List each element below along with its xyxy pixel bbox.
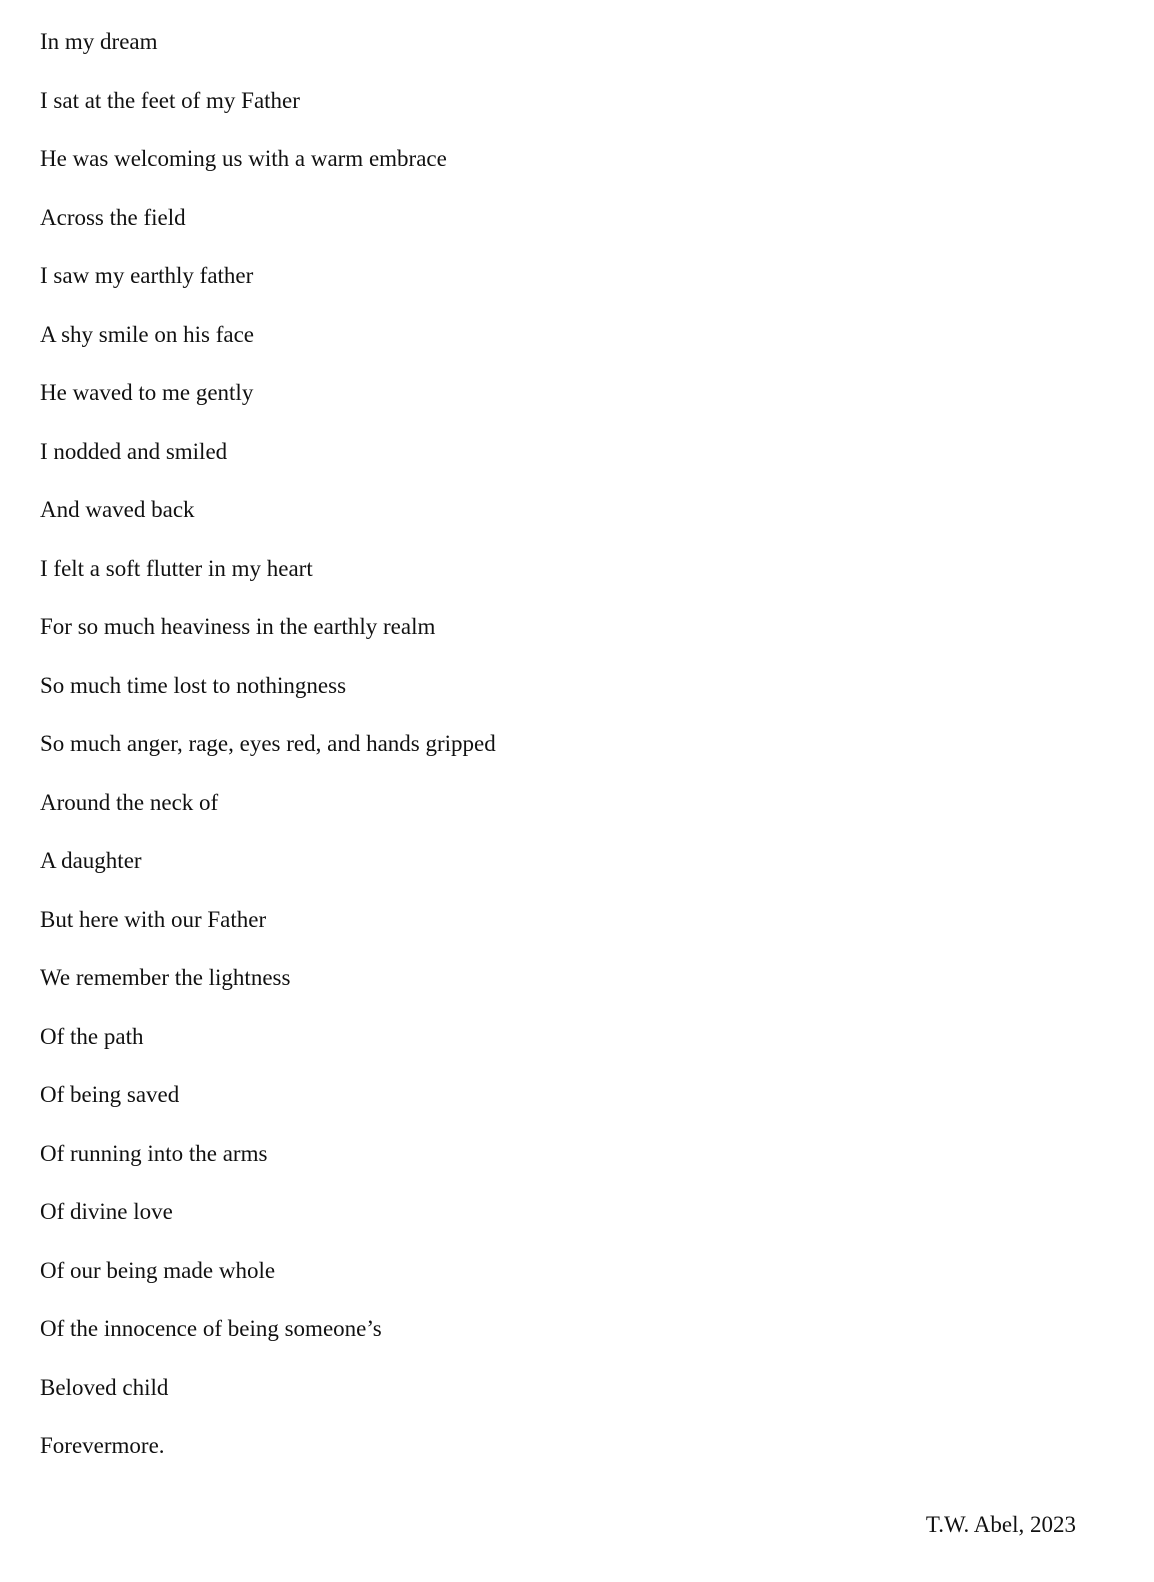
- poem-line: And waved back: [40, 497, 195, 522]
- poem-line: Of the innocence of being someone’s: [40, 1316, 382, 1341]
- poem-line: So much anger, rage, eyes red, and hands gripped: [40, 731, 496, 756]
- poem-line: But here with our Father: [40, 906, 267, 932]
- poem-line: Around the neck of: [40, 789, 219, 815]
- poem-line: Beloved child: [40, 1374, 169, 1400]
- poem-line: He was welcoming us with a warm embrace: [40, 146, 447, 171]
- poem-line: I saw my earthly father: [40, 263, 254, 288]
- poem-line: Of the path: [40, 1023, 144, 1049]
- poem-line: Of our being made whole: [40, 1257, 276, 1283]
- poem-line: I sat at the feet of my Father: [40, 87, 300, 113]
- poem-line: He waved to me gently: [40, 380, 254, 405]
- poem-line: So much time lost to nothingness: [40, 672, 347, 698]
- poem-line: Of divine love: [40, 1199, 173, 1224]
- poem-line: For so much heaviness in the earthly realm: [40, 614, 436, 639]
- poem-body: [40, 26, 496, 1489]
- poem-line: Across the field: [40, 204, 186, 230]
- poem-line: A shy smile on his face: [40, 321, 254, 347]
- poem-line: I felt a soft flutter in my heart: [40, 555, 313, 581]
- poem-line: We remember the lightness: [40, 965, 291, 990]
- poem-line: Of being saved: [40, 1082, 180, 1107]
- poem-line: A daughter: [40, 848, 142, 873]
- poem-line: I nodded and smiled: [40, 438, 228, 464]
- author-signature: T.W. Abel, 2023: [925, 1512, 1076, 1537]
- poem-line: Forevermore.: [40, 1433, 165, 1458]
- poem-line: Of running into the arms: [40, 1140, 268, 1166]
- poem-line: In my dream: [40, 29, 158, 54]
